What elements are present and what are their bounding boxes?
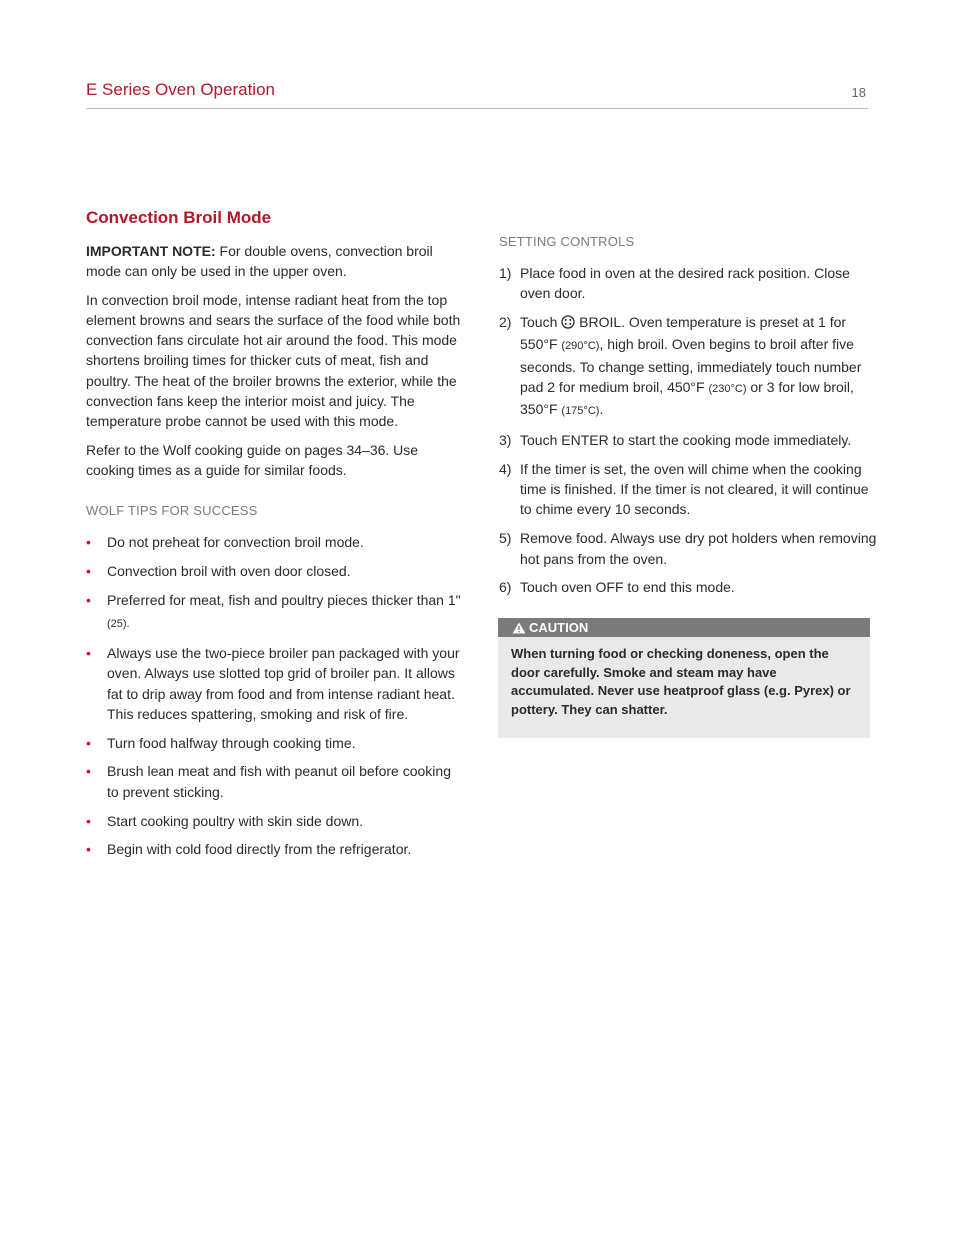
controls-heading: SETTING CONTROLS bbox=[499, 234, 635, 249]
list-item bbox=[499, 263, 879, 304]
step-text-d: or 3 for low broil, 350°F bbox=[520, 378, 854, 418]
tips-heading: WOLF TIPS FOR SUCCESS bbox=[86, 503, 258, 519]
tip-text: Do not preheat for convection broil mode. bbox=[107, 534, 364, 551]
step-number: 6) bbox=[499, 579, 512, 596]
caution-box bbox=[498, 618, 870, 738]
list-item bbox=[86, 643, 466, 724]
warning-icon bbox=[512, 620, 529, 635]
list-item bbox=[86, 532, 466, 552]
bullet: • bbox=[86, 812, 91, 829]
list-item bbox=[86, 811, 466, 831]
bullet: • bbox=[86, 591, 91, 608]
right-column bbox=[499, 206, 879, 606]
left-column bbox=[86, 206, 466, 868]
step-text: Remove food. Always use dry pot holders when removing hot pans from the oven. bbox=[520, 530, 877, 567]
metric-175: (175°C) bbox=[561, 405, 600, 418]
tip-text: Preferred for meat, fish and poultry pieces thicker than 1" bbox=[107, 591, 461, 608]
tip-text: Turn food halfway through cooking time. bbox=[107, 734, 356, 751]
steps-list bbox=[499, 263, 879, 598]
tips-list bbox=[86, 532, 466, 859]
bullet: • bbox=[86, 763, 91, 780]
caution-header bbox=[498, 618, 870, 637]
step-number: 3) bbox=[499, 432, 512, 449]
step-text: If the timer is set, the oven will chime when the cooking time is finished. If the timer is not cleared, it will continue to chime every 10 seconds. bbox=[520, 460, 869, 518]
caution-text: When turning food or checking doneness, open the door carefully. Smoke and steam may have accumulated. Never use heatproof glass (e.g. Pyrex) or pottery. They can shatter. bbox=[511, 646, 851, 717]
bullet: • bbox=[86, 534, 91, 551]
tip-text: Begin with cold food directly from the refrigerator. bbox=[107, 841, 412, 858]
step-number: 4) bbox=[499, 460, 512, 477]
intro-paragraph: In convection broil mode, intense radiant heat from the top element browns and sears the surface of the food while both convection fans circulate hot air around the food. This mode shortens broiling times for thicker cuts of meat, fish and poultry. The heat of the broiler browns the exterior, while the convection fans keep the interior moist and juicy. The temperature probe cannot be used with this mode. bbox=[86, 291, 461, 430]
list-item bbox=[86, 561, 466, 581]
list-item bbox=[499, 312, 879, 421]
tip-text: Convection broil with oven door closed. bbox=[107, 563, 351, 580]
broil-icon bbox=[561, 314, 575, 334]
bullet: • bbox=[86, 734, 91, 751]
list-item bbox=[86, 839, 466, 859]
bullet: • bbox=[86, 841, 91, 858]
step-text: Touch oven OFF to end this mode. bbox=[520, 579, 735, 596]
list-item bbox=[86, 590, 466, 635]
step-text: Touch ENTER to start the cooking mode immediately. bbox=[520, 432, 852, 449]
step-number: 2) bbox=[499, 314, 512, 331]
refer-paragraph: Refer to the Wolf cooking guide on pages 34–36. Use cooking times as a guide for similar foods. bbox=[86, 441, 419, 478]
important-note bbox=[86, 241, 466, 282]
tip-metric: (25). bbox=[107, 618, 130, 631]
list-item bbox=[499, 577, 879, 597]
header-divider bbox=[86, 108, 868, 109]
step-text-e: . bbox=[599, 401, 604, 418]
important-note-label: IMPORTANT NOTE: bbox=[86, 243, 216, 259]
metric-290: (290°C) bbox=[561, 340, 600, 353]
metric-230: (230°C) bbox=[708, 382, 747, 395]
step-text-a: Touch bbox=[520, 314, 562, 331]
list-item bbox=[499, 528, 879, 569]
tip-text: Always use the two-piece broiler pan packaged with your oven. Always use slotted top grid of broiler pan. It allows fat to drip away from food and from intense radiant heat. This reduces spattering, smoking and risk of fire. bbox=[107, 644, 460, 722]
page-number: 18 bbox=[851, 85, 866, 100]
list-item bbox=[86, 761, 466, 802]
section-title: Convection Broil Mode bbox=[86, 208, 272, 227]
list-item bbox=[499, 430, 879, 450]
step-text-b: BROIL. Oven temperature is preset at 1 for 550°F bbox=[520, 314, 847, 353]
tip-text: Start cooking poultry with skin side down. bbox=[107, 812, 364, 829]
tip-text: Brush lean meat and fish with peanut oil before cooking to prevent sticking. bbox=[107, 763, 451, 800]
step-number: 5) bbox=[499, 530, 512, 547]
step-number: 1) bbox=[499, 265, 512, 281]
step-text-c: , high broil. Oven begins to broil after five seconds. To change setting, immediately touch number pad 2 for medium broil, 450°F bbox=[520, 336, 862, 395]
list-item bbox=[86, 733, 466, 753]
header-title: E Series Oven Operation bbox=[86, 80, 275, 99]
bullet: • bbox=[86, 644, 91, 661]
caution-label: CAUTION bbox=[529, 620, 589, 635]
bullet: • bbox=[86, 563, 91, 580]
step-text: Place food in oven at the desired rack position. Close oven door. bbox=[520, 265, 850, 302]
important-note-text: For double ovens, convection broil mode can only be used in the upper oven. bbox=[86, 243, 433, 280]
list-item bbox=[499, 459, 879, 520]
